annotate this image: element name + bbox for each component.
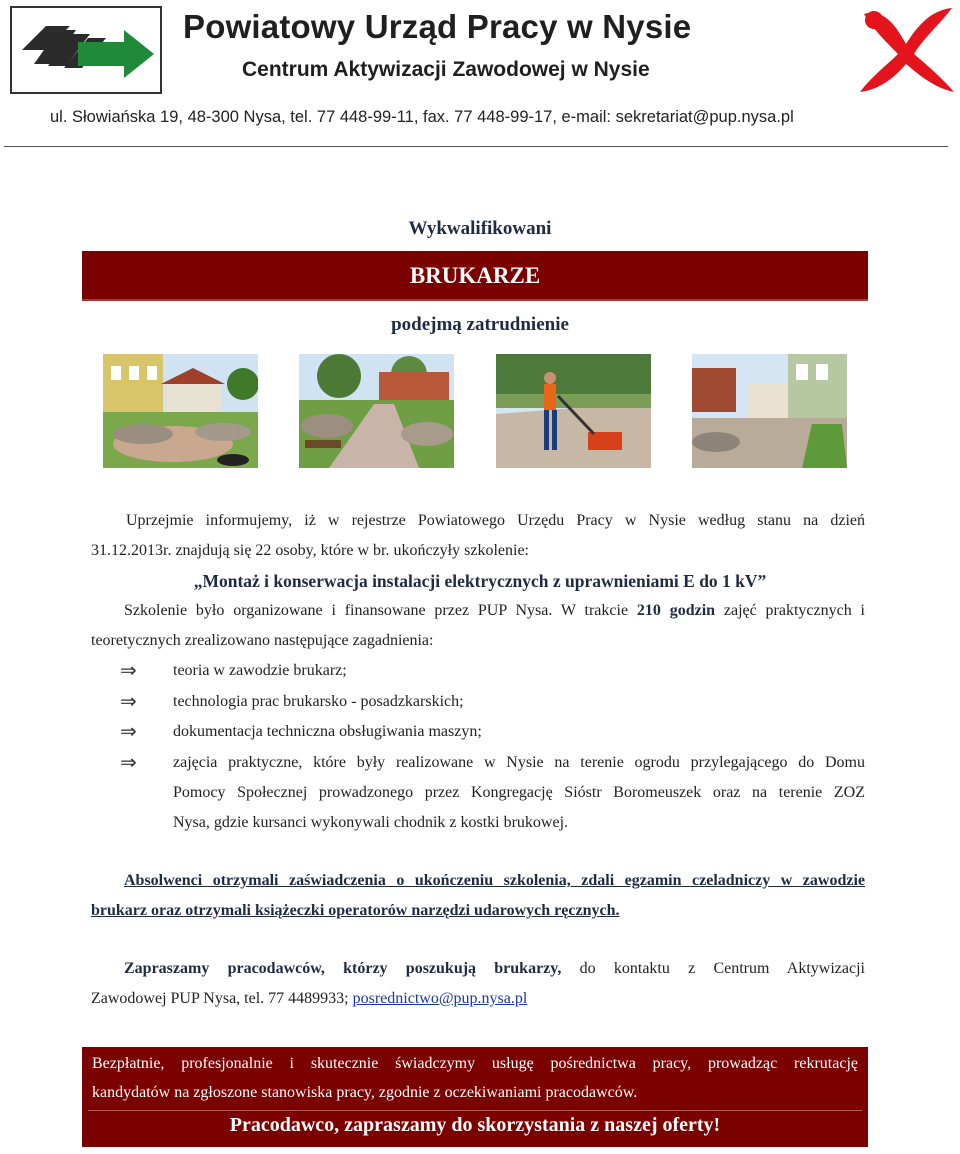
intro-line-1: Uprzejmie informujemy, iż w rejestrze Powiatowego Urzędu Pracy w Nysie według stanu na dzień xyxy=(126,512,865,529)
pup-emblem-icon xyxy=(856,4,956,96)
arrow-bullet-icon: ⇒ xyxy=(120,752,137,774)
pup-logo xyxy=(10,6,162,94)
arrow-bullet-icon: ⇒ xyxy=(120,721,137,743)
graduates-line-2: brukarz oraz otrzymali książeczki operatorów narzędzi udarowych ręcznych. xyxy=(91,902,620,919)
header-divider xyxy=(4,146,948,147)
footer-cta: Pracodawco, zapraszamy do skorzystania z naszej oferty! xyxy=(229,1114,721,1136)
footer-line-2: kandydatów na zgłoszone stanowiska pracy, zgodnie z oczekiwaniami pracodawców. xyxy=(92,1084,638,1101)
invite-bold: Zapraszamy pracodawców, którzy poszukują brukarzy, xyxy=(124,960,562,977)
pretitle: Wykwalifikowani xyxy=(408,218,552,239)
footer-line-1: Bezpłatnie, profesjonalnie i skutecznie świadczymy usługę pośrednictwa pracy, prowadząc rekrutację xyxy=(92,1055,858,1072)
address-line: ul. Słowiańska 19, 48-300 Nysa, tel. 77 448-99-11, fax. 77 448-99-17, e-mail: sekretariat@pup.nysa.pl xyxy=(50,108,794,126)
org-subtitle: Centrum Aktywizacji Zawodowej w Nysie xyxy=(242,58,650,81)
arrows-logo-icon xyxy=(12,8,160,92)
graduates-line-1: Absolwenci otrzymali zaświadczenia o ukończeniu szkolenia, zdali egzamin czeladniczy w zawodzie xyxy=(124,872,865,889)
contact-email-link[interactable]: posrednictwo@pup.nysa.pl xyxy=(352,990,528,1007)
topics-intro: teoretycznych zrealizowano następujące zagadnienia: xyxy=(91,632,434,649)
photo-finished-path xyxy=(692,354,847,468)
list-item: technologia prac brukarsko - posadzkarskich; xyxy=(173,693,464,710)
list-item-continuation: Nysa, gdzie kursanci wykonywali chodnik z kostki brukowej. xyxy=(173,814,569,831)
organization-text-b: zajęć praktycznych i xyxy=(715,602,866,619)
org-title: Powiatowy Urząd Pracy w Nysie xyxy=(183,8,692,45)
title-bar xyxy=(82,251,868,301)
photo-worker-compactor xyxy=(496,354,651,468)
photo-garden-houses xyxy=(103,354,258,468)
invite-line-2 xyxy=(91,989,865,1009)
footer-banner xyxy=(82,1047,868,1147)
footer-divider xyxy=(88,1110,862,1111)
invite-rest: do kontaktu z Centrum Aktywizacji xyxy=(561,960,865,977)
organization-text-a: Szkolenie było organizowane i finansowane przez PUP Nysa. W trakcie xyxy=(124,602,637,619)
list-item: dokumentacja techniczna obsługiwania maszyn; xyxy=(173,723,482,740)
photo-garden-path xyxy=(299,354,454,468)
intro-line-2: 31.12.2013r. znajdują się 22 osoby, które w br. ukończyły szkolenie: xyxy=(91,542,529,559)
arrow-bullet-icon: ⇒ xyxy=(120,660,137,682)
list-item: teoria w zawodzie brukarz; xyxy=(173,662,347,679)
list-item: zajęcia praktyczne, które były realizowane w Nysie na terenie ogrodu przylegającego do Domu xyxy=(173,754,865,771)
arrow-bullet-icon: ⇒ xyxy=(120,691,137,713)
page-title: BRUKARZE xyxy=(409,263,541,288)
posttitle: podejmą zatrudnienie xyxy=(391,314,569,335)
course-title: „Montaż i konserwacja instalacji elektrycznych z uprawnieniami E do 1 kV” xyxy=(193,571,767,591)
invite-line-1 xyxy=(124,959,865,979)
hours-count: 210 godzin xyxy=(636,602,716,619)
organization-line xyxy=(124,601,865,621)
list-item-continuation: Pomocy Społecznej prowadzonego przez Kongregację Sióstr Boromeuszek oraz na terenie ZOZ xyxy=(173,784,865,801)
contact-text: Zawodowej PUP Nysa, tel. 77 4489933; xyxy=(91,990,353,1007)
